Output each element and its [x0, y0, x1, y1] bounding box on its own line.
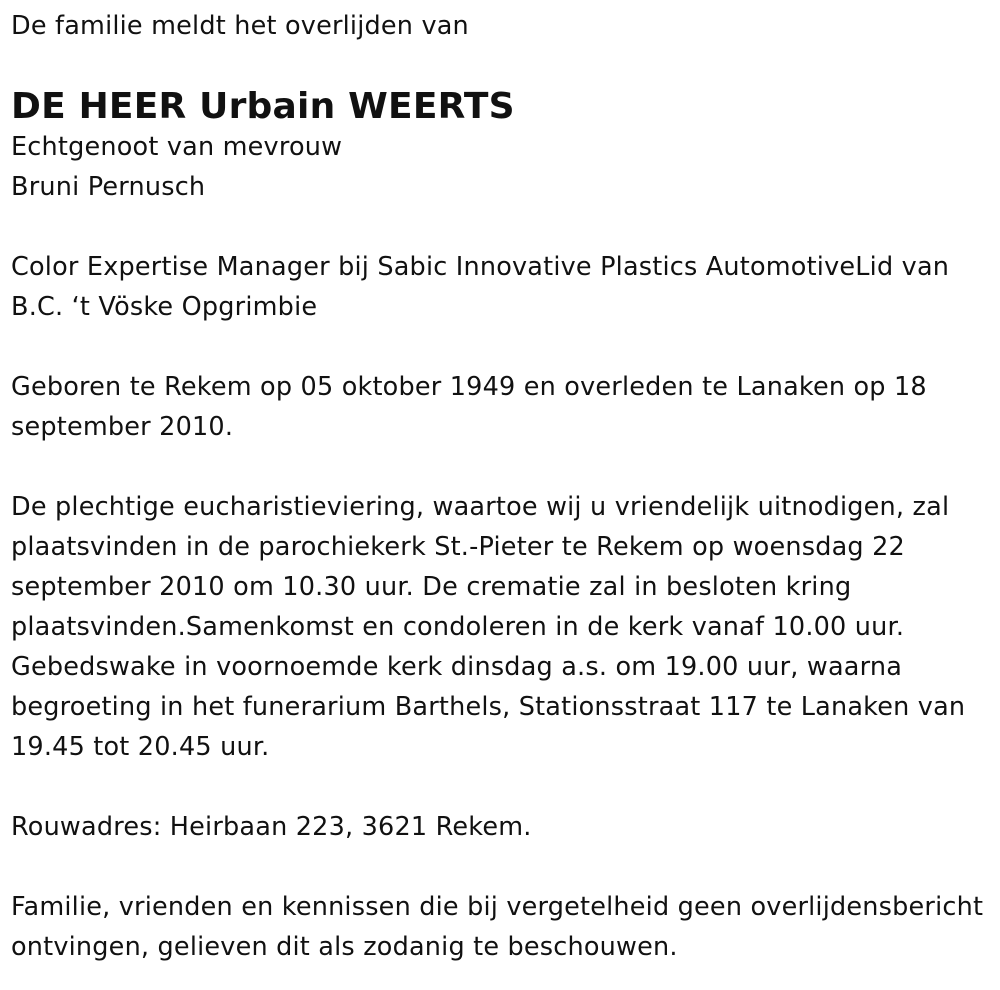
deceased-name: DE HEER Urbain WEERTS: [11, 86, 515, 127]
spacer: [11, 767, 980, 807]
address-text: Rouwadres: Heirbaan 223, 3621 Rekem.: [11, 812, 532, 842]
spacer: [11, 207, 980, 247]
spouse-line-2: Bruni Pernusch: [11, 172, 206, 202]
spacer: [11, 847, 980, 887]
birth-death-text: Geboren te Rekem op 05 oktober 1949 en overleden te Lanaken op 18 september 2010.: [11, 372, 927, 442]
spouse-line-1: Echtgenoot van mevrouw: [11, 132, 343, 162]
spacer: [11, 327, 980, 367]
intro-text: De familie meldt het overlijden van: [11, 11, 469, 41]
occupation-text: Color Expertise Manager bij Sabic Innovative Plastics AutomotiveLid van B.C. ‘t Vöske Opgrimbie: [11, 252, 950, 322]
ceremony-text: De plechtige eucharistieviering, waartoe wij u vriendelijk uitnodigen, zal plaatsvinden in de parochiekerk St.-Pieter te Rekem op woensdag 22 september 2010 om 10.30 uur. De crematie zal in besloten kring plaatsvinden.Samenkomst en condoleren in de kerk vanaf 10.00 uur. Gebedswake in voornoemde kerk dinsdag a.s. om 19.00 uur, waarna begroeting in het funerarium Barthels, Stationsstraat 117 te Lanaken van 19.45 tot 20.45 uur.: [11, 492, 966, 762]
spacer: [11, 447, 980, 487]
closing-text: Familie, vrienden en kennissen die bij vergetelheid geen overlijdensbericht ontvingen, gelieven dit als zodanig te beschouwen.: [11, 892, 984, 962]
